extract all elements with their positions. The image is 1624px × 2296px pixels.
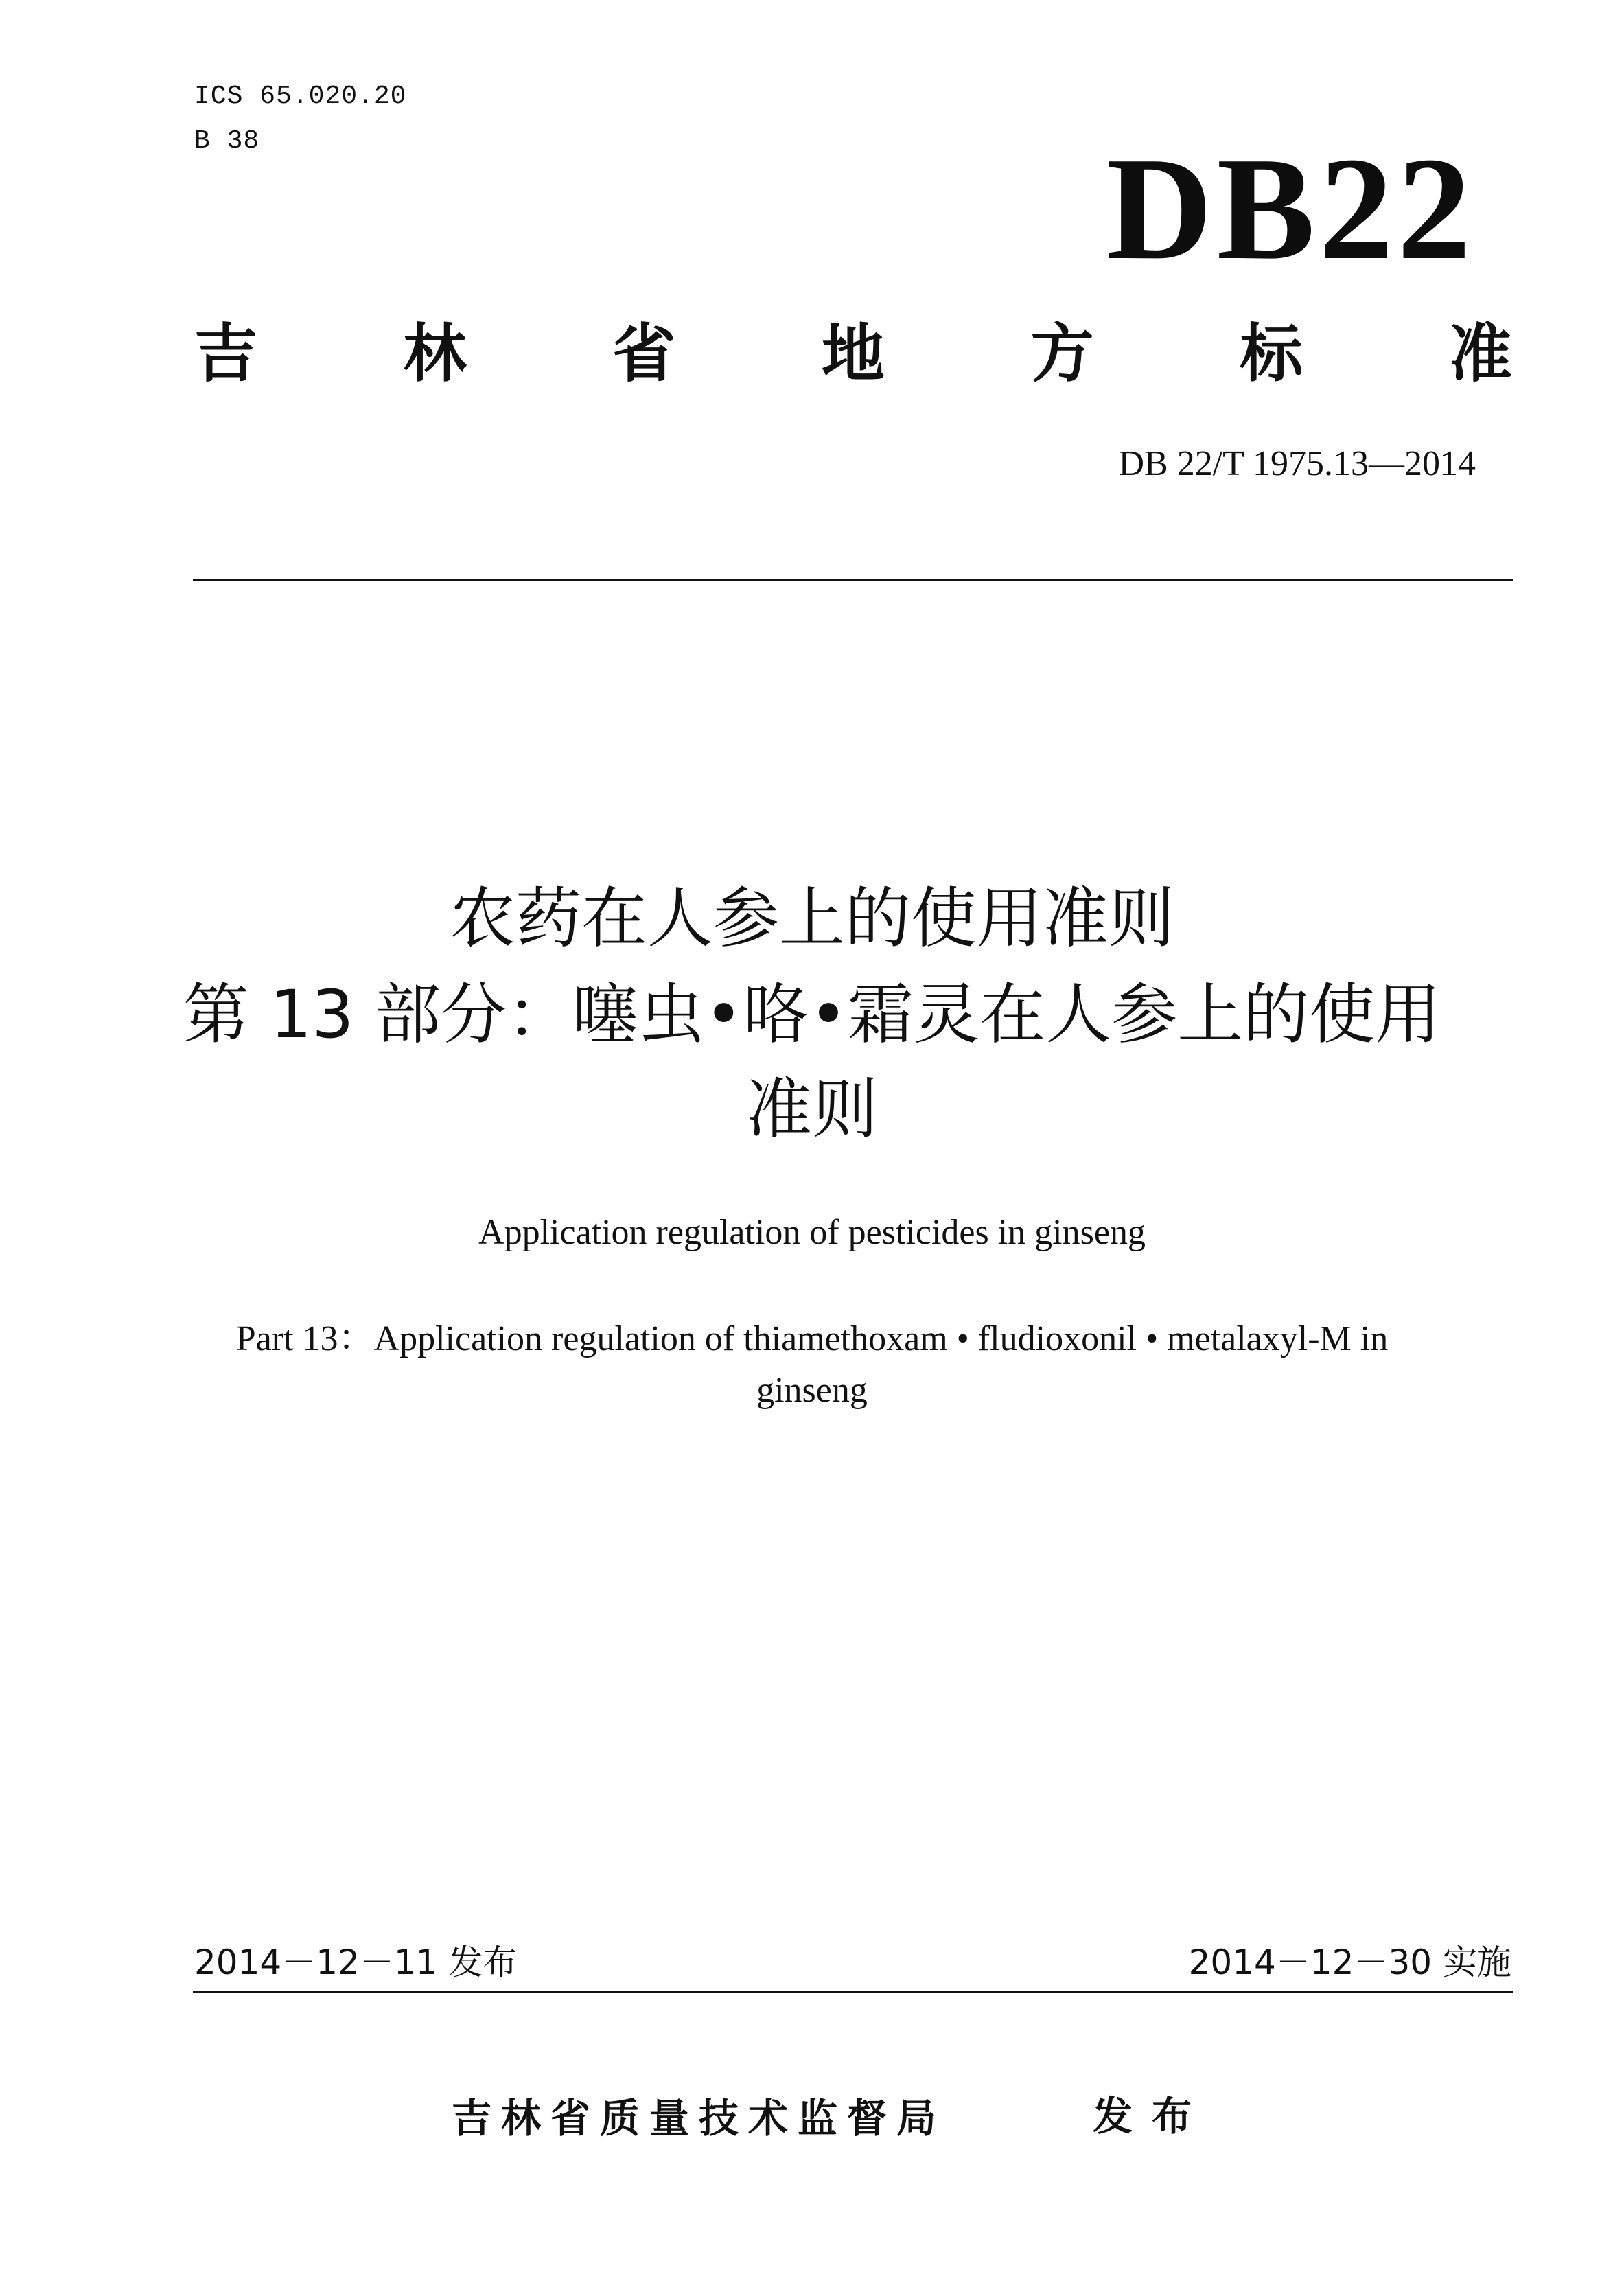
header-divider: [193, 579, 1513, 581]
ccs-code: B 38: [194, 126, 260, 156]
issued-label: 发布: [1093, 2093, 1211, 2140]
footer-divider: [193, 1991, 1513, 1993]
ics-code: ICS 65.020.20: [194, 82, 407, 111]
standard-type-char: 吉: [194, 317, 258, 391]
title-cn-line-2: 第 13 部分：噻虫•咯•霜灵在人参上的使用: [183, 976, 1441, 1053]
title-en-line-3: ginseng: [756, 1371, 868, 1410]
issuing-authority: 吉林省质量技术监督局: [452, 2095, 947, 2142]
standard-type-char: 标: [1240, 317, 1303, 391]
standard-type-char: 地: [821, 317, 885, 391]
title-cn-line-1: 农药在人参上的使用准则: [450, 880, 1174, 957]
standard-mark: DB22: [1106, 126, 1475, 290]
title-cn-line-3: 准则: [746, 1071, 878, 1148]
standard-type-char: 省: [612, 317, 676, 391]
standard-type-char: 准: [1448, 317, 1512, 391]
issue-date: 2014－12－11 发布: [194, 1943, 518, 1982]
standard-type-char: 方: [1030, 317, 1094, 391]
title-en-line-2: Part 13：Application regulation of thiamethoxam • fludioxonil • metalaxyl-M in: [235, 1319, 1389, 1358]
implementation-date: 2014－12－30 实施: [1188, 1943, 1511, 1982]
title-en-line-1: Application regulation of pesticides in ginseng: [478, 1213, 1146, 1252]
standard-number: DB 22/T 1975.13—2014: [1118, 444, 1476, 483]
standard-type: [194, 317, 1512, 391]
standard-type-char: 林: [403, 317, 467, 391]
